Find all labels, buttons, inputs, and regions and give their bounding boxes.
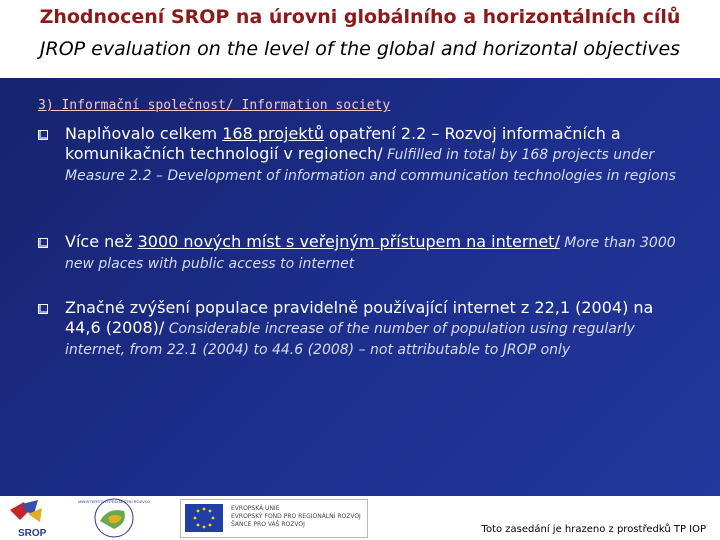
checkbox-bullet-icon [38,130,48,140]
list-item [38,124,688,186]
srop-logo-label: SROP [18,528,47,539]
eu-logo-box [180,499,368,538]
ministry-logo-label: MINISTERSTVO PRO MÍSTNÍ ROZVOJ [78,499,150,504]
item-text [65,124,688,186]
eu-text-line: ŠANCE PRO VÁŠ ROZVOJ [231,521,305,528]
item-text [65,232,688,274]
item-english-text: More than 3000 new places with public access to internet [65,235,676,272]
item-underlined-text: 3000 nových míst s veřejným přístupem na internet/ [137,232,560,251]
item-underlined-text: 168 projektů [222,124,324,143]
checkbox-bullet-icon [38,238,48,248]
eu-text-line: EVROPSKÝ FOND PRO REGIONÁLNÍ ROZVOJ [231,513,361,520]
item-english-text: Considerable increase of the number of population using regularly internet, from 22.1 (2004) to 44.6 (2008) – not attributable to JROP only [65,321,635,358]
footer-note: Toto zasedání je hrazeno z prostředků TP IOP [481,524,706,535]
section-heading: 3) Informační společnost/ Information society [38,98,391,113]
header [0,0,720,78]
content-area [0,78,720,496]
page-title-czech: Zhodnocení SROP na úrovni globálního a horizontálních cílů [39,6,681,28]
checkbox-bullet-icon [38,304,48,314]
eu-text-line: EVROPSKÁ UNIE [231,505,280,512]
eu-flag-icon [185,504,223,532]
item-text-part: Značné zvýšení populace pravidelně používající internet z 22,1 (2004) na 44,6 (2008)/ [65,298,654,337]
item-text-part: Naplňovalo celkem [65,124,223,143]
item-text-part: Více než [65,232,138,251]
list-item [38,298,688,360]
eu-text [231,505,361,529]
list-item [38,232,688,274]
page-title-english: JROP evaluation on the level of the global and horizontal objectives [39,38,681,60]
item-english-text: Fulfilled in total by 168 projects under Measure 2.2 – Development of information and communication technologies in regions [65,147,676,184]
item-text-part: opatření 2.2 – Rozvoj informačních a komunikačních technologií v regionech/ [65,124,621,163]
srop-logo-icon [2,498,60,538]
item-text [65,298,688,360]
ministry-logo-icon [78,497,150,539]
footer [0,496,720,540]
